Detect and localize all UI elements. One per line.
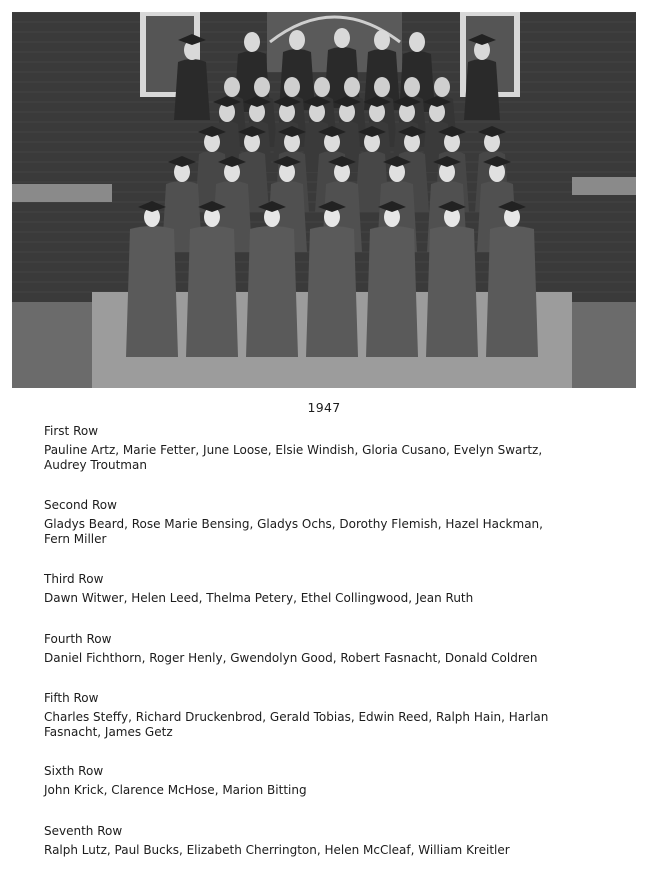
- class-photo-illustration: [12, 12, 636, 388]
- row-names: Daniel Fichthorn, Roger Henly, Gwendolyn Good, Robert Fasnacht, Donald Coldren: [44, 651, 538, 665]
- row-fourth: [44, 631, 604, 666]
- row-first: [44, 423, 604, 473]
- row-label: Fourth Row: [44, 632, 112, 646]
- row-label: Fifth Row: [44, 691, 99, 705]
- photo-year: 1947: [307, 400, 341, 415]
- row-names: Gladys Beard, Rose Marie Bensing, Gladys Ochs, Dorothy Flemish, Hazel Hackman, Fern Miller: [44, 517, 543, 546]
- row-fifth: [44, 690, 604, 740]
- row-label: Second Row: [44, 498, 117, 512]
- row-second: [44, 497, 604, 547]
- row-names: John Krick, Clarence McHose, Marion Bitting: [44, 783, 307, 797]
- row-seventh: [44, 823, 604, 858]
- stone-ledge-right: [572, 177, 636, 195]
- row-label: Third Row: [44, 572, 104, 586]
- stone-ledge-left: [12, 184, 112, 202]
- row-label: First Row: [44, 424, 99, 438]
- row-names: Charles Steffy, Richard Druckenbrod, Gerald Tobias, Edwin Reed, Ralph Hain, Harlan Fasnacht, James Getz: [44, 710, 549, 739]
- class-photo: [12, 12, 636, 388]
- row-label: Seventh Row: [44, 824, 123, 838]
- row-names: Ralph Lutz, Paul Bucks, Elizabeth Cherrington, Helen McCleaf, William Kreitler: [44, 843, 510, 857]
- row-third: [44, 571, 604, 606]
- row-names: Dawn Witwer, Helen Leed, Thelma Petery, Ethel Collingwood, Jean Ruth: [44, 591, 474, 605]
- row-names: Pauline Artz, Marie Fetter, June Loose, Elsie Windish, Gloria Cusano, Evelyn Swartz, Audrey Troutman: [44, 443, 543, 472]
- row-sixth: [44, 763, 604, 798]
- row-label: Sixth Row: [44, 764, 104, 778]
